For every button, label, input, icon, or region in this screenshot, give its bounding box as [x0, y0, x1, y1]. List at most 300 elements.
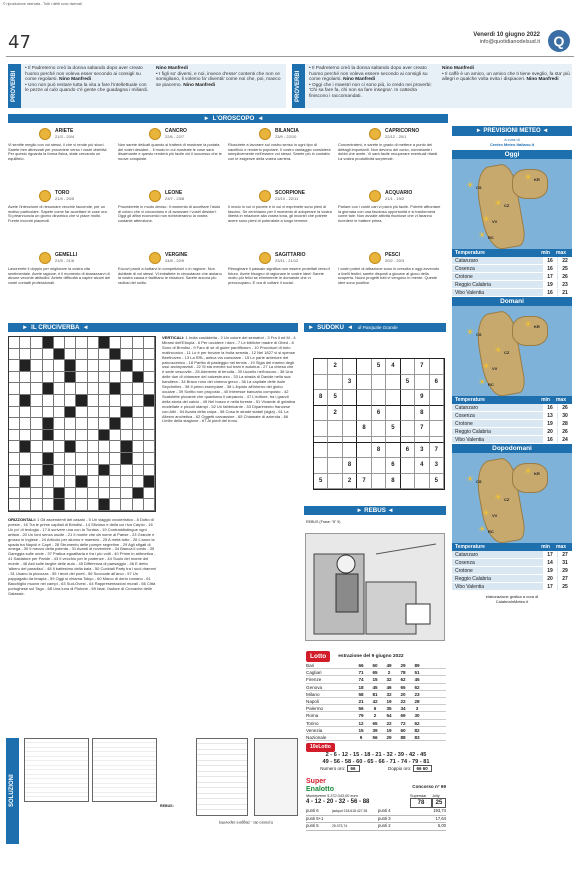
sudoku-cell[interactable]	[314, 458, 328, 474]
crossword-cell[interactable]	[76, 383, 87, 395]
crossword-cell[interactable]	[65, 349, 76, 361]
crossword-cell[interactable]	[65, 465, 76, 477]
sudoku-cell[interactable]	[430, 406, 444, 422]
sudoku-cell[interactable]	[357, 458, 371, 474]
newspaper-logo: Q	[548, 30, 570, 52]
sudoku-cell[interactable]	[343, 421, 357, 437]
sudoku-cell[interactable]: 7	[357, 474, 371, 490]
crossword-cell[interactable]	[31, 430, 42, 442]
sudoku-cell[interactable]: 3	[343, 375, 357, 391]
crossword-cell[interactable]	[65, 395, 76, 407]
crossword-cell[interactable]	[121, 488, 132, 500]
sun-icon: ☀	[482, 214, 491, 224]
crossword-cell[interactable]	[31, 453, 42, 465]
crossword-cell[interactable]	[9, 372, 20, 384]
sudoku-cell[interactable]	[386, 375, 400, 391]
crossword-cell[interactable]	[54, 418, 65, 430]
crossword-cell[interactable]	[65, 337, 76, 349]
crossword-cell[interactable]	[65, 383, 76, 395]
header-site[interactable]: info@quotidianodelsud.it	[479, 39, 540, 45]
crossword-cell[interactable]	[76, 372, 87, 384]
sudoku-cell[interactable]	[357, 359, 371, 375]
horoscope-sign	[8, 126, 112, 188]
crossword-cell[interactable]	[99, 441, 110, 453]
diecielotto-numbers: 2 - 6 - 12 - 15 - 18 - 21 - 32 - 39 - 42 - 45 49 - 56 - 58 - 60 - 65 - 66 - 71 - 74 - 79 - 81	[322, 752, 430, 765]
sudoku-cell[interactable]: 4	[386, 359, 400, 375]
crossword-cell[interactable]	[88, 372, 99, 384]
crossword-cell[interactable]	[88, 337, 99, 349]
crossword-cell[interactable]	[121, 349, 132, 361]
crossword-cell[interactable]	[121, 476, 132, 488]
sudoku-cell[interactable]	[357, 406, 371, 422]
sudoku-cell[interactable]: 4	[415, 458, 429, 474]
crossword-cell[interactable]	[20, 441, 31, 453]
temp-header: Temperature min max	[452, 396, 572, 404]
crossword-cell[interactable]	[133, 465, 144, 477]
sudoku-cell[interactable]: 5	[386, 421, 400, 437]
crossword-cell[interactable]	[31, 337, 42, 349]
crossword-cell[interactable]	[110, 407, 121, 419]
crossword-cell[interactable]	[65, 418, 76, 430]
sudoku-cell[interactable]: 6	[372, 406, 386, 422]
crossword-cell[interactable]	[88, 441, 99, 453]
sun-icon: ☀	[524, 319, 533, 329]
crossword-cell[interactable]	[99, 430, 110, 442]
crossword-cell[interactable]	[65, 360, 76, 372]
crossword-cell[interactable]	[43, 453, 54, 465]
lotto-row: Napoli 21 42 19 22 28	[306, 698, 446, 705]
crossword-cell[interactable]	[88, 430, 99, 442]
crossword-cell[interactable]	[9, 430, 20, 442]
crossword-cell[interactable]	[31, 488, 42, 500]
zodiac-icon	[259, 252, 271, 264]
sudoku-cell[interactable]: 7	[415, 359, 429, 375]
crossword-cell[interactable]	[54, 349, 65, 361]
crossword-cell[interactable]	[133, 337, 144, 349]
sudoku-cell[interactable]: 5	[372, 359, 386, 375]
crossword-cell[interactable]	[20, 476, 31, 488]
crossword-cell[interactable]	[20, 407, 31, 419]
sign-name: ACQUARIO	[385, 190, 413, 196]
crossword-cell[interactable]	[88, 418, 99, 430]
crossword-cell[interactable]	[88, 465, 99, 477]
crossword-cell[interactable]	[133, 407, 144, 419]
horoscope-sign	[118, 126, 222, 188]
sudoku-cell[interactable]	[386, 443, 400, 459]
crossword-cell[interactable]	[110, 453, 121, 465]
crossword-cell[interactable]	[99, 372, 110, 384]
crossword-cell[interactable]	[65, 488, 76, 500]
proverbi-tag: PROVERBI	[8, 64, 21, 108]
crossword-cell[interactable]	[76, 499, 87, 511]
crossword-cell[interactable]	[43, 499, 54, 511]
crossword-cell[interactable]	[20, 488, 31, 500]
crossword-cell[interactable]	[144, 349, 155, 361]
crossword-cell[interactable]	[76, 418, 87, 430]
crossword-cell[interactable]	[54, 453, 65, 465]
superenalotto-concorso: Concorso n° 69	[412, 783, 446, 789]
crossword-cell[interactable]	[121, 441, 132, 453]
crossword-cell[interactable]	[31, 349, 42, 361]
crossword-cell[interactable]	[43, 465, 54, 477]
crossword-cell[interactable]	[133, 418, 144, 430]
crossword-cell[interactable]	[144, 418, 155, 430]
crossword-cell[interactable]	[121, 453, 132, 465]
sudoku-cell[interactable]	[401, 390, 415, 406]
temp-header: Temperature min max	[452, 543, 572, 551]
crossword-cell[interactable]	[43, 372, 54, 384]
crossword-cell[interactable]	[76, 488, 87, 500]
sudoku-cell[interactable]	[401, 421, 415, 437]
crossword-cell[interactable]	[43, 430, 54, 442]
crossword-cell[interactable]	[133, 349, 144, 361]
crossword-cell[interactable]	[99, 360, 110, 372]
crossword-cell[interactable]	[65, 453, 76, 465]
crossword-cell[interactable]	[76, 453, 87, 465]
crossword-cell[interactable]	[144, 337, 155, 349]
sudoku-cell[interactable]	[314, 406, 328, 422]
crossword-cell[interactable]	[9, 488, 20, 500]
sudoku-cell[interactable]: 8	[343, 458, 357, 474]
sudoku-cell[interactable]: 8	[357, 421, 371, 437]
crossword-cell[interactable]	[20, 418, 31, 430]
sudoku-cell[interactable]	[386, 406, 400, 422]
crossword-cell[interactable]	[144, 407, 155, 419]
crossword-cell[interactable]	[54, 488, 65, 500]
sudoku-cell[interactable]: 6	[430, 375, 444, 391]
crossword-cell[interactable]	[144, 453, 155, 465]
sudoku-cell[interactable]: 7	[415, 421, 429, 437]
sudoku-cell[interactable]	[314, 421, 328, 437]
crossword-cell[interactable]	[54, 476, 65, 488]
sudoku-cell[interactable]: 8	[386, 474, 400, 490]
crossword-cell[interactable]	[54, 395, 65, 407]
crossword-cell[interactable]	[76, 337, 87, 349]
crossword-cell[interactable]	[144, 499, 155, 511]
crossword-cell[interactable]	[43, 395, 54, 407]
crossword-cell[interactable]	[76, 441, 87, 453]
sudoku-cell[interactable]	[357, 443, 371, 459]
crossword-cell[interactable]	[31, 476, 42, 488]
crossword-cell[interactable]	[54, 337, 65, 349]
sun-icon: ☀	[478, 524, 487, 534]
crossword-cell[interactable]	[54, 499, 65, 511]
crossword-cell[interactable]	[144, 395, 155, 407]
crossword-cell[interactable]	[54, 441, 65, 453]
sudoku-cell[interactable]: 7	[430, 443, 444, 459]
crossword-cell[interactable]	[99, 453, 110, 465]
crossword-cell[interactable]	[31, 418, 42, 430]
crossword-cell[interactable]	[133, 383, 144, 395]
crossword-cell[interactable]	[54, 430, 65, 442]
crossword-cell[interactable]	[76, 476, 87, 488]
crossword-cell[interactable]	[110, 499, 121, 511]
crossword-cell[interactable]	[76, 395, 87, 407]
crossword-cell[interactable]	[110, 465, 121, 477]
crossword-cell[interactable]	[88, 407, 99, 419]
crossword-cell[interactable]	[110, 372, 121, 384]
sign-name: CANCRO	[165, 128, 187, 134]
sudoku-cell[interactable]	[328, 375, 342, 391]
crossword-cell[interactable]	[110, 395, 121, 407]
crossword-cell[interactable]	[43, 488, 54, 500]
crossword-cell[interactable]	[88, 476, 99, 488]
crossword-cell[interactable]	[144, 488, 155, 500]
sudoku-cell[interactable]	[343, 406, 357, 422]
crossword-cell[interactable]	[88, 488, 99, 500]
crossword-cell[interactable]	[121, 337, 132, 349]
crossword-grid[interactable]	[8, 336, 156, 512]
crossword-cell[interactable]	[43, 337, 54, 349]
crossword-cell[interactable]	[9, 465, 20, 477]
crossword-cell[interactable]	[99, 395, 110, 407]
sudoku-cell[interactable]	[430, 421, 444, 437]
crossword-cell[interactable]	[65, 499, 76, 511]
sudoku-cell[interactable]: 5	[401, 375, 415, 391]
crossword-cell[interactable]	[121, 499, 132, 511]
crossword-cell[interactable]	[20, 383, 31, 395]
crossword-cell[interactable]	[65, 441, 76, 453]
meteo-day-title: Domani	[452, 297, 572, 306]
sudoku-cell[interactable]	[372, 474, 386, 490]
sun-icon: ☀	[524, 466, 533, 476]
crossword-cell[interactable]	[110, 476, 121, 488]
crossword-cell[interactable]	[31, 465, 42, 477]
crossword-cell[interactable]	[9, 418, 20, 430]
sudoku-cell[interactable]	[372, 390, 386, 406]
sudoku-cell[interactable]	[314, 375, 328, 391]
sudoku-cell[interactable]: 6	[401, 443, 415, 459]
sign-date: 21/1 - 19/2	[385, 196, 405, 201]
crossword-cell[interactable]	[121, 395, 132, 407]
crossword-cell[interactable]	[31, 499, 42, 511]
sudoku-cell[interactable]: 5	[314, 474, 328, 490]
sudoku-cell[interactable]: 8	[415, 406, 429, 422]
sudoku-cell[interactable]	[430, 390, 444, 406]
crossword-cell[interactable]	[99, 465, 110, 477]
map-label: CS	[476, 332, 482, 337]
crossword-cell[interactable]	[20, 337, 31, 349]
header-info	[473, 32, 540, 46]
crossword-cell[interactable]	[99, 488, 110, 500]
crossword-cell[interactable]	[88, 499, 99, 511]
crossword-cell[interactable]	[54, 465, 65, 477]
sudoku-cell[interactable]: 5	[430, 474, 444, 490]
sudoku-cell[interactable]	[328, 421, 342, 437]
sudoku-cell[interactable]	[314, 359, 328, 375]
crossword-cell[interactable]	[43, 476, 54, 488]
temp-row: Reggio Calabria 20 26	[452, 428, 572, 436]
sudoku-cell[interactable]	[357, 375, 371, 391]
crossword-cell[interactable]	[121, 418, 132, 430]
crossword-cell[interactable]	[133, 476, 144, 488]
crossword-cell[interactable]	[110, 418, 121, 430]
sudoku-cell[interactable]	[430, 359, 444, 375]
sudoku-cell[interactable]	[386, 390, 400, 406]
crossword-cell[interactable]	[20, 360, 31, 372]
crossword-cell[interactable]	[54, 383, 65, 395]
crossword-cell[interactable]	[9, 337, 20, 349]
crossword-cell[interactable]	[121, 383, 132, 395]
crossword-cell[interactable]	[99, 407, 110, 419]
sudoku-cell[interactable]: 3	[430, 458, 444, 474]
crossword-cell[interactable]	[99, 476, 110, 488]
crossword-cell[interactable]	[20, 430, 31, 442]
crossword-cell[interactable]	[99, 383, 110, 395]
crossword-cell[interactable]	[20, 453, 31, 465]
crossword-cell[interactable]	[110, 360, 121, 372]
crossword-cell[interactable]	[76, 465, 87, 477]
crossword-cell[interactable]	[110, 441, 121, 453]
crossword-cell[interactable]	[9, 349, 20, 361]
crossword-cell[interactable]	[65, 430, 76, 442]
sudoku-grid[interactable]	[313, 358, 445, 490]
crossword-cell[interactable]	[43, 441, 54, 453]
crossword-cell[interactable]	[121, 465, 132, 477]
meteo-credits: elaborazione grafica a cura di CalabriaInMeteo.it	[485, 594, 539, 604]
crossword-cell[interactable]	[133, 372, 144, 384]
sudoku-cell[interactable]	[328, 443, 342, 459]
crossword-cell[interactable]	[88, 395, 99, 407]
crossword-cell[interactable]	[9, 499, 20, 511]
sudoku-cell[interactable]	[343, 443, 357, 459]
crossword-cell[interactable]	[144, 476, 155, 488]
crossword-cell[interactable]	[20, 349, 31, 361]
sudoku-cell[interactable]: 3	[415, 443, 429, 459]
crossword-cell[interactable]	[88, 360, 99, 372]
crossword-cell[interactable]	[133, 395, 144, 407]
sudoku-cell[interactable]	[401, 458, 415, 474]
crossword-cell[interactable]	[43, 407, 54, 419]
crossword-cell[interactable]	[20, 499, 31, 511]
crossword-cell[interactable]	[20, 395, 31, 407]
crossword-cell[interactable]	[133, 488, 144, 500]
sudoku-cell[interactable]: 2	[343, 474, 357, 490]
sudoku-cell[interactable]	[328, 474, 342, 490]
crossword-cell[interactable]	[88, 453, 99, 465]
sudoku-cell[interactable]	[343, 390, 357, 406]
crossword-cell[interactable]	[31, 372, 42, 384]
sun-icon: ☀	[466, 180, 475, 190]
arrow-right-icon: ►	[356, 507, 365, 514]
crossword-cell[interactable]	[9, 476, 20, 488]
crossword-cell[interactable]	[144, 383, 155, 395]
crossword-cell[interactable]	[20, 372, 31, 384]
sudoku-cell[interactable]	[314, 443, 328, 459]
crossword-cell[interactable]	[54, 407, 65, 419]
sudoku-cell[interactable]	[357, 390, 371, 406]
crossword-cell[interactable]	[99, 349, 110, 361]
sudoku-cell[interactable]	[372, 421, 386, 437]
crossword-cell[interactable]	[20, 465, 31, 477]
crossword-cell[interactable]	[99, 418, 110, 430]
crossword-cell[interactable]	[54, 372, 65, 384]
crossword-cell[interactable]	[43, 383, 54, 395]
crossword-cell[interactable]	[31, 441, 42, 453]
crossword-cell[interactable]	[31, 395, 42, 407]
sudoku-cell[interactable]: 8	[314, 390, 328, 406]
zodiac-icon	[149, 190, 161, 202]
crossword-cell[interactable]	[99, 337, 110, 349]
crossword-cell[interactable]	[144, 360, 155, 372]
crossword-cell[interactable]	[133, 499, 144, 511]
crossword-cell[interactable]	[31, 360, 42, 372]
sudoku-cell[interactable]	[401, 359, 415, 375]
crossword-cell[interactable]	[133, 453, 144, 465]
crossword-cell[interactable]	[99, 499, 110, 511]
crossword-cell[interactable]	[133, 441, 144, 453]
sudoku-cell[interactable]	[401, 474, 415, 490]
crossword-cell[interactable]	[133, 360, 144, 372]
crossword-cell[interactable]	[76, 430, 87, 442]
sudoku-cell[interactable]	[372, 458, 386, 474]
crossword-cell[interactable]	[121, 430, 132, 442]
crossword-cell[interactable]	[121, 372, 132, 384]
map-label: RC	[488, 529, 494, 534]
sudoku-cell[interactable]	[328, 458, 342, 474]
crossword-cell[interactable]	[65, 372, 76, 384]
crossword-cell[interactable]	[110, 349, 121, 361]
crossword-cell[interactable]	[76, 360, 87, 372]
crossword-cell[interactable]	[121, 407, 132, 419]
sudoku-cell[interactable]: 2	[328, 406, 342, 422]
crossword-cell[interactable]	[31, 383, 42, 395]
sudoku-cell[interactable]	[372, 375, 386, 391]
sudoku-cell[interactable]: 2	[328, 359, 342, 375]
proverbi-tag-right: PROVERBI	[292, 64, 305, 108]
crossword-cell[interactable]	[144, 441, 155, 453]
crossword-cell[interactable]	[144, 372, 155, 384]
crossword-cell[interactable]	[133, 430, 144, 442]
crossword-cell[interactable]	[76, 349, 87, 361]
crossword-cell[interactable]	[110, 383, 121, 395]
sudoku-cell[interactable]: 9	[415, 390, 429, 406]
crossword-cell[interactable]	[9, 441, 20, 453]
crossword-cell[interactable]	[43, 349, 54, 361]
crossword-verticali: VERTICALI: 1 India cosiddetta - 2 Un colore dei semafori - 3 Fra Il ed M - 4 Mirarsi dell'Etiopia - 6 Per uccidere i doni - 7 Le bibliche madre di Obed - 8 Sono di Brindisi - 9 Faro di sé di gioire pardiflorum - 10 Provvisori di torio malinconico - 11 Lo è per trovare la fruita serrata - 12 Nel 1827 vi si spense Beethoven - 13 La SRL, antica via consolare - 15 Le parte anteriore del palcoscenico - 18 Partito di pasteggio nel tennis - 19 Sigla del marino degli ossì arcimparzisti - 22 Si sta mentre sul tram e autobus - 27 La chiesa che è sede vescovile - 28 Aderente di tenuità - 30 Uccello nell'oscuro - 36 Una delle due di chiamare dei calcestruzzo - 33 La strada di Davide nella sua bandiera - 34 Bravo rono del cinema greco - 36 La capitale delle isole Seychelles - 38 Il primo esemplare - 38 L liquido all'interno del globo oculare - 39 Scritto non proposto - 40 Interesse bancario composto - 42 Scatolette piccante che quantiano il carpaccio - 47 L'editore, tra i grandi della storia del calcio - 49 Nel bosco e nella foresta - 51 Vivande di gelatina modellate e piccoli stampi - 52 Un fabbricante - 53 Diparimento francese con Albi - 54 Avaria della colpa - 58 Cosa le strade statali (sigla) - 61 La Ailesm anchetica - 62 Oggetti carcassine - 65 Chiamate di azienda - 66 Limite della stagione - 67 Ai piedi del trono.	[162, 336, 296, 424]
crossword-cell[interactable]	[144, 465, 155, 477]
crossword-cell[interactable]	[43, 418, 54, 430]
crossword-cell[interactable]	[110, 430, 121, 442]
crossword-cell[interactable]	[9, 407, 20, 419]
crossword-cell[interactable]	[76, 407, 87, 419]
sudoku-cell[interactable]	[401, 406, 415, 422]
crossword-cell[interactable]	[110, 488, 121, 500]
crossword-cell[interactable]	[9, 360, 20, 372]
sign-text: Lavorerete il doppio per migliorare la vostra vita sentimentale. Avete ragione, è il momento di sbarazzarvi di alcune vecchie abitudini. Avrete difficoltà a capire alcuni dei vostri contatti professionali.	[8, 266, 111, 286]
crossword-cell[interactable]	[9, 383, 20, 395]
crossword-cell[interactable]	[121, 360, 132, 372]
soluzioni-tag: SOLUZIONI	[6, 738, 19, 844]
crossword-cell[interactable]	[9, 453, 20, 465]
crossword-cell[interactable]	[43, 360, 54, 372]
sudoku-cell[interactable]	[415, 375, 429, 391]
crossword-cell[interactable]	[110, 337, 121, 349]
crossword-cell[interactable]	[65, 476, 76, 488]
crossword-cell[interactable]	[54, 360, 65, 372]
sudoku-cell[interactable]: 5	[328, 390, 342, 406]
sudoku-cell[interactable]: 6	[386, 458, 400, 474]
crossword-cell[interactable]	[88, 349, 99, 361]
crossword-cell[interactable]	[65, 407, 76, 419]
crossword-cell[interactable]	[9, 395, 20, 407]
crossword-cell[interactable]	[88, 383, 99, 395]
sudoku-cell[interactable]	[343, 359, 357, 375]
crossword-cell[interactable]	[144, 430, 155, 442]
crossword-cell[interactable]	[31, 407, 42, 419]
sudoku-cell[interactable]	[415, 474, 429, 490]
sudoku-cell[interactable]: 8	[372, 443, 386, 459]
